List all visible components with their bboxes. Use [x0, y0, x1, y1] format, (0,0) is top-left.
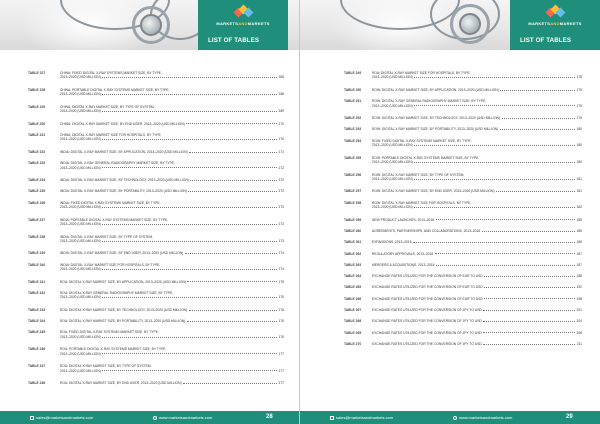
- toc-entry[interactable]: [28, 105, 284, 117]
- toc-entry-number: TABLE 227: [28, 71, 46, 75]
- toc-entry[interactable]: [344, 252, 582, 262]
- toc-entry-title-continued: 2013–2020 (USD MILLION): [60, 368, 101, 373]
- toc-entry[interactable]: [28, 218, 284, 230]
- toc-entry-title: ROA: DIGITAL X-RAY MARKET SIZE, BY PORTABILITY, 2013–2020 (USD MILLION): [60, 319, 186, 324]
- toc-entry-page: 176: [278, 334, 284, 339]
- toc-entry[interactable]: [344, 308, 582, 318]
- toc-entry-title: ROW: PORTABLE DIGITAL X-RAY SYSTEMS MARKET SIZE, BY TYPE,: [372, 155, 480, 160]
- toc-entry[interactable]: [28, 364, 284, 376]
- toc-entry-number: TABLE 259: [344, 217, 362, 222]
- toc-entry-title: INDIA: DIGITAL X-RAY GENERAL RADIOGRAPHY MARKET SIZE, BY TYPE,: [60, 161, 175, 166]
- toc-entry-page: 170: [278, 137, 284, 142]
- toc-entry-number: TABLE 236: [28, 200, 46, 205]
- toc-entry-page: 173: [278, 205, 284, 210]
- toc-entry-title: ROW: DIGITAL X-RAY MARKET SIZE, BY TYPE OF SYSTEM,: [372, 172, 465, 177]
- toc-entry-title: INDIA: DIGITAL X-RAY MARKET SIZE FOR HOSPITALS, BY TYPE,: [60, 262, 161, 267]
- toc-entry-page: 174: [278, 251, 284, 256]
- toc-entry-title: ROW: DIGITAL X-RAY MARKET SIZE, BY APPLICATION, 2013–2020 (USD MILLION): [372, 87, 499, 92]
- toc-entry-page: 211: [576, 341, 582, 346]
- toc-entry-title: INDIA: DIGITAL X-RAY MARKET SIZE, BY PORTABILITY, 2013–2020 (USD MILLION): [60, 189, 187, 194]
- toc-leader-dots: [102, 94, 277, 95]
- page-number: 29: [566, 414, 573, 420]
- toc-entry-title-continued: 2013–2020 (USD MILLION): [60, 75, 101, 80]
- toc-leader-dots: [102, 337, 277, 338]
- toc-leader-dots: [102, 297, 277, 298]
- toc-leader-dots: [414, 77, 575, 78]
- globe-icon: [153, 416, 157, 420]
- toc-leader-dots: [102, 353, 277, 354]
- toc-entry-page: 208: [576, 330, 582, 335]
- toc-entry-title: AGREEMENTS, PARTNERSHIPS, AND COLLABORATIONS, 2013–2016: [372, 228, 481, 233]
- toc-entry-number: TABLE 243: [28, 307, 46, 312]
- toc-entry[interactable]: [28, 189, 284, 199]
- toc-entry-number: TABLE 249: [344, 71, 362, 75]
- toc-entry-number: TABLE 237: [28, 217, 46, 222]
- email-icon: [330, 416, 334, 420]
- toc-entry-title-continued: 2013–2020 (USD MILLION): [372, 103, 413, 108]
- toc-entry-number: TABLE 235: [28, 189, 46, 194]
- toc-entry[interactable]: [28, 308, 284, 318]
- toc-leader-dots: [102, 77, 277, 78]
- toc-entry-title-continued: 2013–2020 (USD MILLION): [60, 92, 101, 97]
- toc-entry-page: 168: [278, 75, 284, 80]
- toc-entry-number: TABLE 255: [344, 155, 362, 160]
- toc-entry-page: 185: [576, 228, 582, 233]
- toc-entry[interactable]: [344, 116, 582, 126]
- toc-leader-dots: [102, 370, 277, 371]
- toc-entry[interactable]: [344, 240, 582, 250]
- toc-entry[interactable]: [344, 331, 582, 341]
- toc-entry-page: 174: [278, 267, 284, 272]
- toc-entry-title: ROA: DIGITAL X-RAY MARKET SIZE, BY APPLICATION, 2013–2020 (USD MILLION): [60, 279, 186, 284]
- toc-entry-title: INDIA: DIGITAL X-RAY MARKET SIZE, BY END USER, 2013–2020 (USD MILLION): [60, 251, 184, 256]
- toc-entry-number: TABLE 269: [344, 330, 362, 335]
- toc-entry[interactable]: [344, 201, 582, 213]
- toc-entry-title: ROW: FIXED DIGITAL X-RAY SYSTEMS MARKET SIZE, BY TYPE,: [372, 138, 472, 143]
- toc-entry[interactable]: [28, 235, 284, 247]
- toc-entry[interactable]: [28, 251, 284, 261]
- toc-entry[interactable]: [28, 280, 284, 290]
- toc-entry[interactable]: [28, 88, 284, 100]
- toc-leader-dots: [484, 276, 575, 277]
- toc-entry-number: TABLE 247: [28, 364, 46, 369]
- page-right: [300, 0, 600, 424]
- page-footer: [0, 411, 300, 424]
- toc-entry-page: 177: [278, 381, 284, 386]
- toc-leader-dots: [436, 219, 575, 220]
- toc-entry-number: TABLE 252: [344, 116, 362, 121]
- toc-entry-title: MERGERS & ACQUISITIONS, 2013–2016: [372, 262, 435, 267]
- toc-entry-page: 179: [576, 103, 582, 108]
- markets-logo-icon: [235, 6, 251, 19]
- toc-entry-number: TABLE 246: [28, 347, 46, 352]
- toc-entry[interactable]: [344, 99, 582, 111]
- brand-wordmark: MARKETSANDMARKETS: [528, 21, 582, 26]
- toc-entry-page: 173: [278, 238, 284, 243]
- toc-entry-title-continued: 2013–2020 (USD MILLION): [60, 238, 101, 243]
- toc-entry-number: TABLE 270: [344, 341, 362, 346]
- toc-entry-page: 179: [576, 116, 582, 121]
- toc-entry-number: TABLE 253: [344, 127, 362, 132]
- toc-entry-title-continued: 2013–2020 (USD MILLION): [372, 176, 413, 181]
- toc-entry-title: ROW: DIGITAL X-RAY MARKET SIZE, BY PORTABILITY, 2013–2020 (USD MILLION): [372, 127, 499, 132]
- globe-icon: [453, 416, 457, 420]
- toc-entry-page: 181: [576, 189, 582, 194]
- toc-entry-page: 177: [278, 368, 284, 373]
- toc-leader-dots: [484, 298, 575, 299]
- toc-leader-dots: [183, 383, 277, 384]
- toc-entry-number: TABLE 244: [28, 319, 46, 324]
- toc-leader-dots: [500, 90, 575, 91]
- toc-leader-dots: [502, 118, 575, 119]
- toc-entry[interactable]: [344, 229, 582, 239]
- toc-entry[interactable]: [344, 127, 582, 137]
- toc-entry-page: 168: [278, 92, 284, 97]
- toc-entry[interactable]: [28, 263, 284, 275]
- toc-entry-number: TABLE 231: [28, 133, 46, 137]
- toc-entry-page: 173: [278, 221, 284, 226]
- toc-entry-page: 188: [576, 274, 582, 279]
- toc-entry-title: ROA: DIGITAL X-RAY MARKET SIZE, BY TYPE OF SYSTEM,: [60, 364, 152, 369]
- toc-entry-page: 180: [576, 143, 582, 148]
- toc-entry-title-continued: 2013–2020 (USD MILLION): [60, 205, 101, 210]
- toc-entry-title-continued: 2013–2020 (USD MILLION): [372, 159, 413, 164]
- toc-entry-title: CHINA: DIGITAL X-RAY MARKET SIZE, BY TYPE OF SYSTEM,: [60, 104, 155, 109]
- toc-leader-dots: [414, 145, 575, 146]
- toc-leader-dots: [435, 253, 575, 254]
- toc-leader-dots: [483, 344, 575, 345]
- toc-entry-number: TABLE 256: [344, 172, 362, 177]
- footer-email[interactable]: [30, 415, 93, 420]
- toc-leader-dots: [185, 253, 277, 254]
- footer-website[interactable]: [153, 415, 212, 420]
- toc-entry-number: TABLE 263: [344, 262, 362, 267]
- footer-email[interactable]: [330, 415, 393, 420]
- toc-entry-title: ROA: DIGITAL X-RAY MARKET SIZE, BY TECHNOLOGY, 2013–2020 (USD MILLION): [60, 307, 188, 312]
- toc-entry-title: INDIA: FIXED DIGITAL X-RAY SYSTEMS MARKET SIZE, BY TYPE,: [60, 200, 161, 205]
- toc-entry[interactable]: [28, 161, 284, 173]
- toc-entry-title: EXCHANGE RATES UTILIZED FOR THE CONVERSION OF JPY TO USD: [372, 330, 482, 335]
- toc-entry-page: 172: [278, 178, 284, 183]
- toc-entry[interactable]: [344, 218, 582, 228]
- toc-leader-dots: [186, 123, 277, 124]
- page-footer: [300, 411, 600, 424]
- toc-entry-title: ROA: DIGITAL X-RAY MARKET SIZE, BY END USER, 2013–2020 (USD MILLION): [60, 381, 182, 386]
- toc-entry-title: INDIA: DIGITAL X-RAY MARKET SIZE, BY TYPE OF SYSTEM,: [60, 234, 154, 239]
- toc-entry-title-continued: 2013–2020 (USD MILLION): [60, 267, 101, 272]
- toc-entry-title: ROA: PORTABLE DIGITAL X-RAY SYSTEMS MARKET SIZE, BY TYPE,: [60, 347, 167, 352]
- markets-logo-icon: [547, 6, 563, 19]
- toc-entry[interactable]: [28, 133, 284, 145]
- toc-entry-title: CHINA: PORTABLE DIGITAL X-RAY SYSTEMS MARKET SIZE, BY TYPE,: [60, 87, 170, 92]
- toc-entry-title: INDIA: DIGITAL X-RAY MARKET SIZE, BY TECHNOLOGY, 2013–2020 (USD MILLION): [60, 178, 189, 183]
- toc-entry-page: 175: [278, 295, 284, 300]
- toc-entry-page: 170: [278, 121, 284, 126]
- toc-entry-title: ROW: DIGITAL X-RAY MARKET SIZE FOR HOSPITALS, BY TYPE,: [372, 200, 472, 205]
- toc-entry-title: NEW PRODUCT LAUNCHES, 2013–2016: [372, 217, 435, 222]
- toc-entry[interactable]: [344, 189, 582, 199]
- toc-entry-number: TABLE 260: [344, 228, 362, 233]
- toc-entry[interactable]: [28, 319, 284, 329]
- toc-entry-number: TABLE 261: [344, 240, 362, 245]
- toc-entry-title: ROA: DIGITAL X-RAY GENERAL RADIOGRAPHY MARKET SIZE, BY TYPE,: [60, 290, 174, 295]
- toc-entry[interactable]: [28, 330, 284, 342]
- toc-entry-title-continued: 2013–2020 (USD MILLION): [60, 295, 101, 300]
- toc-entry-title-continued: 2013–2020 (USD MILLION): [372, 143, 413, 148]
- section-title: LIST OF TABLES: [198, 30, 288, 50]
- toc-entry[interactable]: [28, 381, 284, 391]
- toc-entry-page: 187: [576, 262, 582, 267]
- toc-entry-title: INDIA: PORTABLE DIGITAL X-RAY SYSTEMS MARKET SIZE, BY TYPE,: [60, 217, 169, 222]
- toc-entry-page: 201: [576, 308, 582, 312]
- toc-leader-dots: [102, 269, 277, 270]
- toc-entry-title-continued: 2013–2020 (USD MILLION): [60, 109, 101, 114]
- toc-entry-number: TABLE 251: [344, 99, 362, 104]
- toc-entry-page: 179: [576, 87, 582, 92]
- toc-entry-title: EXPANSIONS, 2013–2016: [372, 240, 412, 245]
- toc-leader-dots: [413, 242, 575, 243]
- toc-entry[interactable]: [344, 139, 582, 151]
- toc-entry-number: TABLE 268: [344, 319, 362, 324]
- toc-leader-dots: [414, 162, 575, 163]
- toc-leader-dots: [102, 241, 277, 242]
- toc-entry[interactable]: [344, 319, 582, 329]
- toc-entry[interactable]: [28, 122, 284, 132]
- toc-leader-dots: [414, 105, 575, 106]
- toc-entry-page: 192: [576, 285, 582, 290]
- toc-entry-number: TABLE 228: [28, 87, 46, 92]
- footer-website-text: www.marketsandmarkets.com: [459, 415, 513, 420]
- toc-leader-dots: [102, 207, 277, 208]
- footer-email-text: sales@marketsandmarkets.com: [36, 415, 94, 420]
- toc-leader-dots: [189, 310, 277, 311]
- toc-leader-dots: [102, 139, 277, 140]
- toc-entry[interactable]: [344, 274, 582, 284]
- toc-entry[interactable]: [28, 150, 284, 160]
- toc-entry-title: EXCHANGE RATES UTILIZED FOR THE CONVERSION OF EUR TO USD: [372, 296, 483, 301]
- toc-entry-title: CHINA: DIGITAL X-RAY MARKET SIZE FOR HOSPITALS, BY TYPE,: [60, 133, 162, 137]
- toc-entry-page: 169: [278, 109, 284, 114]
- toc-leader-dots: [188, 191, 277, 192]
- toc-entry-title: EXCHANGE RATES UTILIZED FOR THE CONVERSION OF JPY TO USD: [372, 341, 482, 346]
- toc-entry[interactable]: [28, 291, 284, 303]
- toc-entry-page: 198: [576, 296, 582, 301]
- toc-entry-title: CHINA: FIXED DIGITAL X-RAY SYSTEMS MARKET SIZE, BY TYPE,: [60, 71, 162, 75]
- toc-entry-number: TABLE 265: [344, 285, 362, 290]
- toc-entry-page: 171: [278, 149, 284, 154]
- toc-leader-dots: [102, 111, 277, 112]
- toc-entry[interactable]: [28, 71, 284, 83]
- toc-entry-number: TABLE 233: [28, 161, 46, 166]
- toc-entry-page: 182: [576, 205, 582, 210]
- toc-entry-page: 204: [576, 319, 582, 324]
- toc-entry-title: ROA: DIGITAL X-RAY MARKET SIZE FOR HOSPITALS, BY TYPE,: [372, 71, 471, 75]
- toc-entry-number: TABLE 248: [28, 381, 46, 386]
- toc-leader-dots: [436, 265, 575, 266]
- page-number: 28: [266, 414, 273, 420]
- toc-entry-number: TABLE 239: [28, 251, 46, 256]
- toc-entry-page: 180: [576, 127, 582, 132]
- toc-entry-page: 180: [576, 159, 582, 164]
- toc-entry-number: TABLE 242: [28, 290, 46, 295]
- toc-entry-number: TABLE 230: [28, 121, 46, 126]
- toc-entry-number: TABLE 254: [344, 138, 362, 143]
- toc-leader-dots: [483, 321, 575, 322]
- toc-entry[interactable]: [344, 342, 582, 352]
- toc-entry-number: TABLE 258: [344, 200, 362, 205]
- toc-leader-dots: [483, 332, 575, 333]
- footer-website[interactable]: [453, 415, 512, 420]
- toc-entry-title: ROW: DIGITAL X-RAY MARKET SIZE, BY TECHNOLOGY, 2013–2020 (USD MILLION): [372, 116, 501, 121]
- toc-leader-dots: [484, 287, 575, 288]
- toc-entry-number: TABLE 245: [28, 330, 46, 335]
- footer-website-text: www.marketsandmarkets.com: [159, 415, 213, 420]
- toc-entry-page: 176: [278, 319, 284, 324]
- toc-entry-title-continued: 2013–2020 (USD MILLION): [60, 351, 101, 356]
- toc-entry-number: TABLE 266: [344, 296, 362, 301]
- toc-entry[interactable]: [344, 297, 582, 307]
- toc-leader-dots: [102, 224, 277, 225]
- toc-entry-page: 186: [576, 240, 582, 245]
- toc-entry-page: 172: [278, 189, 284, 194]
- toc-leader-dots: [414, 179, 575, 180]
- toc-entry-page: 185: [576, 217, 582, 222]
- footer-email-text: sales@marketsandmarkets.com: [336, 415, 394, 420]
- toc-entry-title-continued: 2013–2020 (USD MILLION): [60, 165, 101, 170]
- toc-entry-title: INDIA: DIGITAL X-RAY MARKET SIZE, BY APPLICATION, 2013–2020 (USD MILLION): [60, 149, 188, 154]
- toc-leader-dots: [414, 207, 575, 208]
- section-title: LIST OF TABLES: [510, 30, 600, 50]
- toc-entry-number: TABLE 241: [28, 279, 46, 284]
- toc-entry-title-continued: 2013–2020 (USD MILLION): [372, 205, 413, 210]
- toc-entry[interactable]: [28, 178, 284, 188]
- toc-entry[interactable]: [344, 88, 582, 98]
- toc-leader-dots: [189, 152, 277, 153]
- toc-entry[interactable]: [344, 263, 582, 273]
- toc-entry-number: TABLE 250: [344, 87, 362, 92]
- toc-entry-title: ROW: DIGITAL X-RAY GENERAL RADIOGRAPHY MARKET SIZE, BY TYPE,: [372, 99, 487, 104]
- toc-entry-number: TABLE 238: [28, 234, 46, 239]
- toc-entry-title: ROW: DIGITAL X-RAY MARKET SIZE, BY END USER, 2013–2020 (USD MILLION): [372, 189, 495, 194]
- toc-entry[interactable]: [344, 156, 582, 168]
- toc-entry-page: 176: [278, 307, 284, 312]
- toc-entry-title: REGULATORY APPROVALS, 2013–2016: [372, 251, 434, 256]
- toc-entry-page: 178: [576, 75, 582, 80]
- toc-leader-dots: [483, 310, 575, 311]
- toc-entry[interactable]: [344, 71, 582, 83]
- toc-entry-title: EXCHANGE RATES UTILIZED FOR THE CONVERSION OF EUR TO USD: [372, 285, 483, 290]
- toc-leader-dots: [500, 129, 575, 130]
- toc-entry-page: 172: [278, 165, 284, 170]
- toc-entry-number: TABLE 229: [28, 104, 46, 109]
- toc-entry-page: 187: [576, 251, 582, 256]
- toc-leader-dots: [187, 281, 277, 282]
- brand-wordmark: MARKETSANDMARKETS: [216, 21, 270, 26]
- toc-entry[interactable]: [344, 173, 582, 185]
- toc-leader-dots: [482, 231, 575, 232]
- toc-entry-title: EXCHANGE RATES UTILIZED FOR THE CONVERSION OF EUR TO USD: [372, 274, 483, 279]
- toc-entry-number: TABLE 262: [344, 251, 362, 256]
- toc-entry-number: TABLE 264: [344, 274, 362, 279]
- toc-entry-title: CHINA: DIGITAL X-RAY MARKET SIZE, BY END USER, 2013–2020 (USD MILLION): [60, 121, 185, 126]
- toc-entry-number: TABLE 257: [344, 189, 362, 194]
- toc-leader-dots: [187, 321, 277, 322]
- toc-entry-title-continued: 2013–2020 (USD MILLION): [60, 137, 101, 142]
- toc-entry-title-continued: 2013–2020 (USD MILLION): [60, 334, 101, 339]
- toc-entry[interactable]: [28, 347, 284, 359]
- toc-entry-number: TABLE 267: [344, 308, 362, 312]
- email-icon: [30, 416, 34, 420]
- toc-entry[interactable]: [28, 201, 284, 213]
- toc-entry-page: 177: [278, 351, 284, 356]
- toc-entry-page: 181: [576, 176, 582, 181]
- toc-entry[interactable]: [344, 285, 582, 295]
- toc-entry-title: EXCHANGE RATES UTILIZED FOR THE CONVERSION OF JPY TO USD: [372, 319, 482, 324]
- toc-entry-number: TABLE 234: [28, 178, 46, 183]
- toc-entry-page: 175: [278, 279, 284, 284]
- toc-leader-dots: [190, 180, 277, 181]
- toc-entry-title-continued: 2013–2020 (USD MILLION): [372, 75, 413, 80]
- toc-entry-title: EXCHANGE RATES UTILIZED FOR THE CONVERSION OF JPY TO USD: [372, 308, 482, 312]
- toc-entry-title-continued: 2013–2020 (USD MILLION): [60, 221, 101, 226]
- toc-entry-number: TABLE 240: [28, 262, 46, 267]
- toc-entry-number: TABLE 232: [28, 149, 46, 154]
- toc-leader-dots: [496, 191, 575, 192]
- toc-entry-title: ROA: FIXED DIGITAL X-RAY SYSTEMS MARKET SIZE, BY TYPE,: [60, 330, 159, 335]
- toc-leader-dots: [102, 167, 277, 168]
